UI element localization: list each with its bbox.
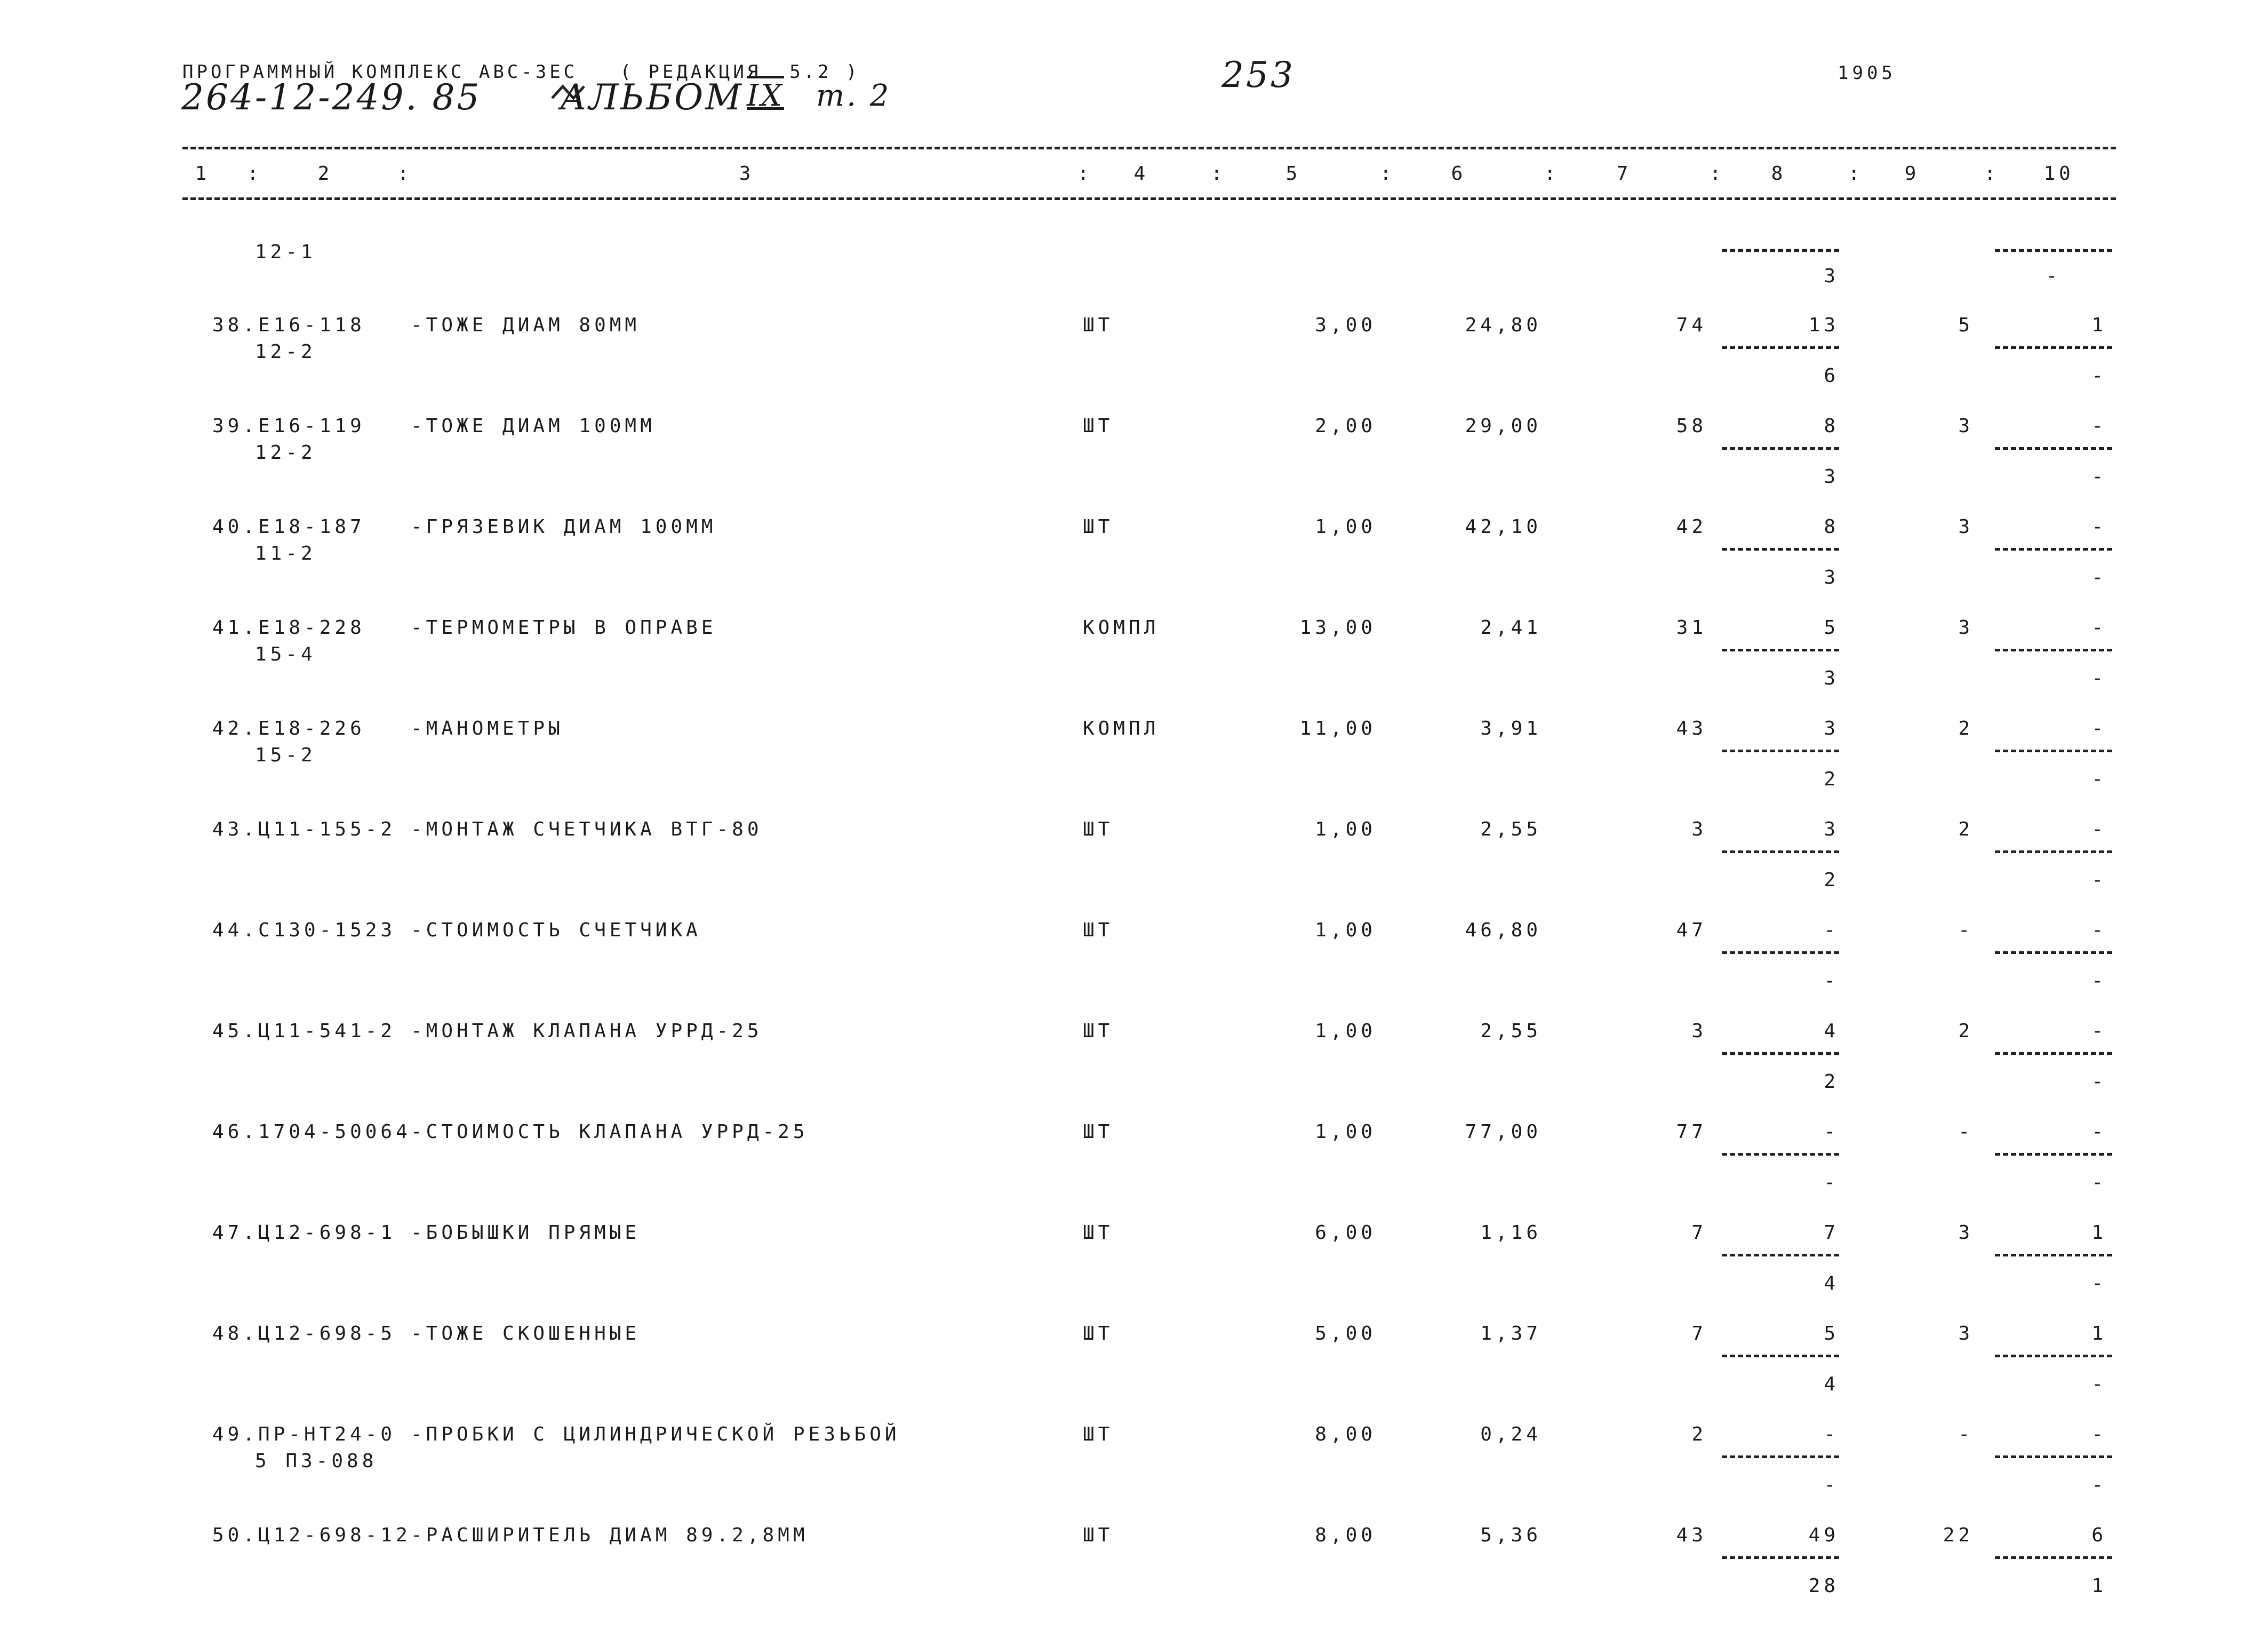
column-header-4: 4 [1133, 163, 1149, 185]
col10-top: - [2091, 516, 2107, 538]
item-quantity: 6,00 [1315, 1222, 1376, 1244]
fraction-line [1995, 1455, 2112, 1458]
fraction-line [1995, 951, 2112, 954]
col8-top: - [1824, 919, 1839, 941]
fraction-line [1722, 1355, 1839, 1357]
col10-top: - [2091, 1423, 2107, 1445]
item-name: -МОНТАЖ КЛАПАНА УРРД-25 [411, 1020, 763, 1042]
col9-value: - [1958, 1121, 1974, 1143]
item-total: 43 [1676, 718, 1707, 739]
col8-top: 7 [1824, 1222, 1839, 1244]
item-name: -ТОЖЕ ДИАМ 80ММ [411, 314, 641, 336]
col8-bottom: - [1824, 970, 1839, 992]
item-name: -СТОИМОСТЬ СЧЕТЧИКА [411, 919, 701, 941]
volume-label: т. 2 [816, 78, 891, 113]
col8-bottom: 4 [1824, 1272, 1839, 1294]
album-label: АЛЬБОМ [560, 77, 744, 118]
column-separator: : [397, 163, 409, 185]
item-code: 47.Ц12-698-1 [212, 1222, 396, 1244]
fraction-line [1995, 1556, 2112, 1559]
col10-top: 1 [2091, 1323, 2107, 1344]
item-quantity: 1,00 [1315, 516, 1376, 538]
col8-top: 3 [1824, 718, 1839, 739]
col8-top: - [1824, 1121, 1839, 1143]
col10-bottom: - [2091, 1474, 2107, 1496]
fraction-line [1722, 346, 1839, 349]
item-unit-price: 2,55 [1480, 1020, 1542, 1042]
col9-value: 3 [1958, 415, 1974, 437]
item-unit: ШТ [1083, 919, 1114, 941]
fraction-line [1995, 850, 2112, 853]
col9-value: 2 [1958, 718, 1974, 739]
item-unit-price: 5,36 [1480, 1524, 1542, 1546]
item-code: 40.Е18-187 [212, 516, 365, 538]
fraction-line [1995, 750, 2112, 752]
col8-bottom: 3 [1824, 567, 1839, 588]
col9-value: 3 [1958, 1222, 1974, 1244]
item-unit-price: 0,24 [1480, 1423, 1542, 1445]
item-unit: ШТ [1083, 1222, 1114, 1244]
col8-top: 5 [1824, 1323, 1839, 1344]
fraction-line [1995, 1052, 2112, 1055]
col10-top: - [2091, 1020, 2107, 1042]
fraction-line [1995, 447, 2112, 450]
item-total: 47 [1676, 919, 1707, 941]
col10-bottom: 1 [2091, 1575, 2107, 1597]
item-code: 46.1704-50064 [212, 1121, 411, 1143]
continuation-code: 12-1 [255, 241, 316, 263]
item-name: -МОНТАЖ СЧЕТЧИКА ВТГ-80 [411, 818, 763, 840]
item-code: 43.Ц11-155-2 [212, 818, 396, 840]
fraction-line [1995, 1153, 2112, 1156]
document-code: 264-12-249. 85 [181, 77, 482, 118]
col8-bottom: 2 [1824, 869, 1839, 891]
col10-top: - [2091, 617, 2107, 639]
column-separator: : [1077, 163, 1089, 185]
item-code-line2: 5 П3-088 [255, 1450, 378, 1472]
column-header-10: 10 [2043, 163, 2074, 185]
col10-top: - [2091, 919, 2107, 941]
col10-top: - [2091, 1121, 2107, 1143]
item-code-line2: 15-2 [255, 744, 316, 766]
fraction-line [1995, 346, 2112, 349]
item-code: 41.Е18-228 [212, 617, 365, 639]
col10-bottom: - [2091, 970, 2107, 992]
item-unit: ШТ [1083, 818, 1114, 840]
item-total: 58 [1676, 415, 1707, 437]
item-unit: ШТ [1083, 1323, 1114, 1344]
col8-top: 4 [1824, 1020, 1839, 1042]
continuation-col10-bottom: - [2046, 265, 2062, 287]
fraction-line [1995, 1355, 2112, 1357]
item-name: -ТОЖЕ ДИАМ 100ММ [411, 415, 656, 437]
item-total: 7 [1691, 1222, 1707, 1244]
item-total: 42 [1676, 516, 1707, 538]
item-unit: ШТ [1083, 1423, 1114, 1445]
col10-top: 1 [2091, 314, 2107, 336]
item-quantity: 8,00 [1315, 1423, 1376, 1445]
col10-top: - [2091, 818, 2107, 840]
column-header-2: 2 [317, 163, 333, 185]
col8-bottom: 2 [1824, 1071, 1839, 1093]
item-total: 77 [1676, 1121, 1707, 1143]
col10-bottom: - [2091, 1071, 2107, 1093]
item-code: 38.Е16-118 [212, 314, 365, 336]
item-unit: ШТ [1083, 1121, 1114, 1143]
item-code-line2: 11-2 [255, 543, 316, 564]
item-code: 48.Ц12-698-5 [212, 1323, 396, 1344]
col8-bottom: 2 [1824, 768, 1839, 790]
col9-value: 22 [1943, 1524, 1974, 1546]
item-unit: КОМПЛ [1083, 617, 1160, 639]
column-separator: : [1848, 163, 1860, 185]
column-header-8: 8 [1771, 163, 1787, 185]
item-unit-price: 42,10 [1465, 516, 1542, 538]
fraction-line [1722, 249, 1839, 252]
column-separator: : [1380, 163, 1392, 185]
fraction-line [1722, 1052, 1839, 1055]
fraction-line [1722, 951, 1839, 954]
header-rule-top [182, 147, 2116, 149]
col10-top: 1 [2091, 1222, 2107, 1244]
item-name: -МАНОМЕТРЫ [411, 718, 564, 739]
item-code-line2: 12-2 [255, 442, 316, 464]
item-unit-price: 29,00 [1465, 415, 1542, 437]
fraction-line [1722, 1455, 1839, 1458]
continuation-col8-bottom: 3 [1824, 265, 1839, 287]
item-quantity: 8,00 [1315, 1524, 1376, 1546]
col9-value: 2 [1958, 818, 1974, 840]
column-header-9: 9 [1904, 163, 1920, 185]
col10-top: 6 [2091, 1524, 2107, 1546]
item-name: -СТОИМОСТЬ КЛАПАНА УРРД-25 [411, 1121, 809, 1143]
item-total: 2 [1691, 1423, 1707, 1445]
item-unit-price: 1,37 [1480, 1323, 1542, 1344]
item-code: 50.Ц12-698-12 [212, 1524, 411, 1546]
col9-value: - [1958, 919, 1974, 941]
col8-bottom: 28 [1808, 1575, 1839, 1597]
album-number: IX [747, 78, 784, 113]
col8-top: 3 [1824, 818, 1839, 840]
col9-value: 5 [1958, 314, 1974, 336]
col10-bottom: - [2091, 667, 2107, 689]
col8-top: 8 [1824, 516, 1839, 538]
item-unit: КОМПЛ [1083, 718, 1160, 739]
item-quantity: 2,00 [1315, 415, 1376, 437]
col10-top: - [2091, 718, 2107, 739]
item-total: 7 [1691, 1323, 1707, 1344]
item-total: 74 [1676, 314, 1707, 336]
col8-bottom: 4 [1824, 1373, 1839, 1395]
item-quantity: 5,00 [1315, 1323, 1376, 1344]
item-name: -ТЕРМОМЕТРЫ В ОПРАВЕ [411, 617, 717, 639]
item-unit: ШТ [1083, 1020, 1114, 1042]
fraction-line [1995, 649, 2112, 651]
item-total: 43 [1676, 1524, 1707, 1546]
col8-top: 8 [1824, 415, 1839, 437]
item-unit-price: 77,00 [1465, 1121, 1542, 1143]
item-code-line2: 12-2 [255, 341, 316, 363]
col8-top: 49 [1808, 1524, 1839, 1546]
item-unit: ШТ [1083, 516, 1114, 538]
col9-value: 3 [1958, 617, 1974, 639]
item-unit-price: 24,80 [1465, 314, 1542, 336]
col8-bottom: - [1824, 1474, 1839, 1496]
fraction-line [1995, 548, 2112, 551]
program-title: ПРОГРАММНЫЙ КОМПЛЕКС АВС-3ЕС ( РЕДАКЦИЯ 5.2 ) [182, 61, 860, 83]
item-name: -РАСШИРИТЕЛЬ ДИАМ 89.2,8ММ [411, 1524, 809, 1546]
item-total: 3 [1691, 1020, 1707, 1042]
col9-value: 2 [1958, 1020, 1974, 1042]
item-quantity: 1,00 [1315, 1121, 1376, 1143]
column-header-1: 1 [195, 163, 211, 185]
col8-top: 5 [1824, 617, 1839, 639]
item-unit-price: 2,55 [1480, 818, 1542, 840]
column-separator: : [1984, 163, 1996, 185]
col10-bottom: - [2091, 365, 2107, 387]
item-total: 3 [1691, 818, 1707, 840]
fraction-line [1722, 1254, 1839, 1256]
item-name: -ТОЖЕ СКОШЕННЫЕ [411, 1323, 641, 1344]
item-unit-price: 3,91 [1480, 718, 1542, 739]
item-quantity: 1,00 [1315, 1020, 1376, 1042]
col8-top: - [1824, 1423, 1839, 1445]
column-header-7: 7 [1616, 163, 1632, 185]
item-total: 31 [1676, 617, 1707, 639]
item-quantity: 1,00 [1315, 818, 1376, 840]
item-name: -БОБЫШКИ ПРЯМЫЕ [411, 1222, 641, 1244]
stamp-mark [549, 82, 587, 104]
item-code: 49.ПР-НТ24-0 [212, 1423, 396, 1445]
sheet-number: 1905 [1838, 62, 1896, 84]
col10-bottom: - [2091, 466, 2107, 488]
item-unit-price: 1,16 [1480, 1222, 1542, 1244]
fraction-line [1722, 1153, 1839, 1156]
fraction-line [1722, 548, 1839, 551]
col9-value: 3 [1958, 516, 1974, 538]
fraction-line [1722, 850, 1839, 853]
item-code: 45.Ц11-541-2 [212, 1020, 396, 1042]
column-header-6: 6 [1451, 163, 1467, 185]
col10-bottom: - [2091, 1172, 2107, 1194]
column-separator: : [1710, 163, 1721, 185]
item-code: 44.С130-1523 [212, 919, 396, 941]
col9-value: - [1958, 1423, 1974, 1445]
item-code: 42.Е18-226 [212, 718, 365, 739]
item-name: -ГРЯЗЕВИК ДИАМ 100ММ [411, 516, 717, 538]
item-code: 39.Е16-119 [212, 415, 365, 437]
fraction-line [1995, 1254, 2112, 1256]
header-rule-bottom [182, 197, 2116, 200]
column-header-5: 5 [1285, 163, 1301, 185]
item-unit-price: 46,80 [1465, 919, 1542, 941]
item-quantity: 1,00 [1315, 919, 1376, 941]
page-number-handwritten: 253 [1221, 54, 1295, 96]
item-unit: ШТ [1083, 314, 1114, 336]
item-quantity: 3,00 [1315, 314, 1376, 336]
item-unit-price: 2,41 [1480, 617, 1542, 639]
column-header-3: 3 [739, 163, 755, 185]
column-separator: : [247, 163, 259, 185]
fraction-line [1995, 249, 2112, 252]
item-unit: ШТ [1083, 415, 1114, 437]
col8-bottom: 6 [1824, 365, 1839, 387]
fraction-line [1722, 649, 1839, 651]
item-quantity: 11,00 [1299, 718, 1376, 739]
item-code-line2: 15-4 [255, 643, 316, 665]
col10-bottom: - [2091, 567, 2107, 588]
fraction-line [1722, 1556, 1839, 1559]
item-quantity: 13,00 [1299, 617, 1376, 639]
col10-top: - [2091, 415, 2107, 437]
col10-bottom: - [2091, 1272, 2107, 1294]
col10-bottom: - [2091, 869, 2107, 891]
fraction-line [1722, 447, 1839, 450]
item-unit: ШТ [1083, 1524, 1114, 1546]
column-separator: : [1544, 163, 1556, 185]
col9-value: 3 [1958, 1323, 1974, 1344]
column-separator: : [1211, 163, 1223, 185]
col8-bottom: 3 [1824, 667, 1839, 689]
fraction-line [1722, 750, 1839, 752]
item-name: -ПРОБКИ С ЦИЛИНДРИЧЕСКОЙ РЕЗЬБОЙ [411, 1423, 900, 1445]
col8-bottom: - [1824, 1172, 1839, 1194]
col8-top: 13 [1808, 314, 1839, 336]
col10-bottom: - [2091, 768, 2107, 790]
col10-bottom: - [2091, 1373, 2107, 1395]
col8-bottom: 3 [1824, 466, 1839, 488]
